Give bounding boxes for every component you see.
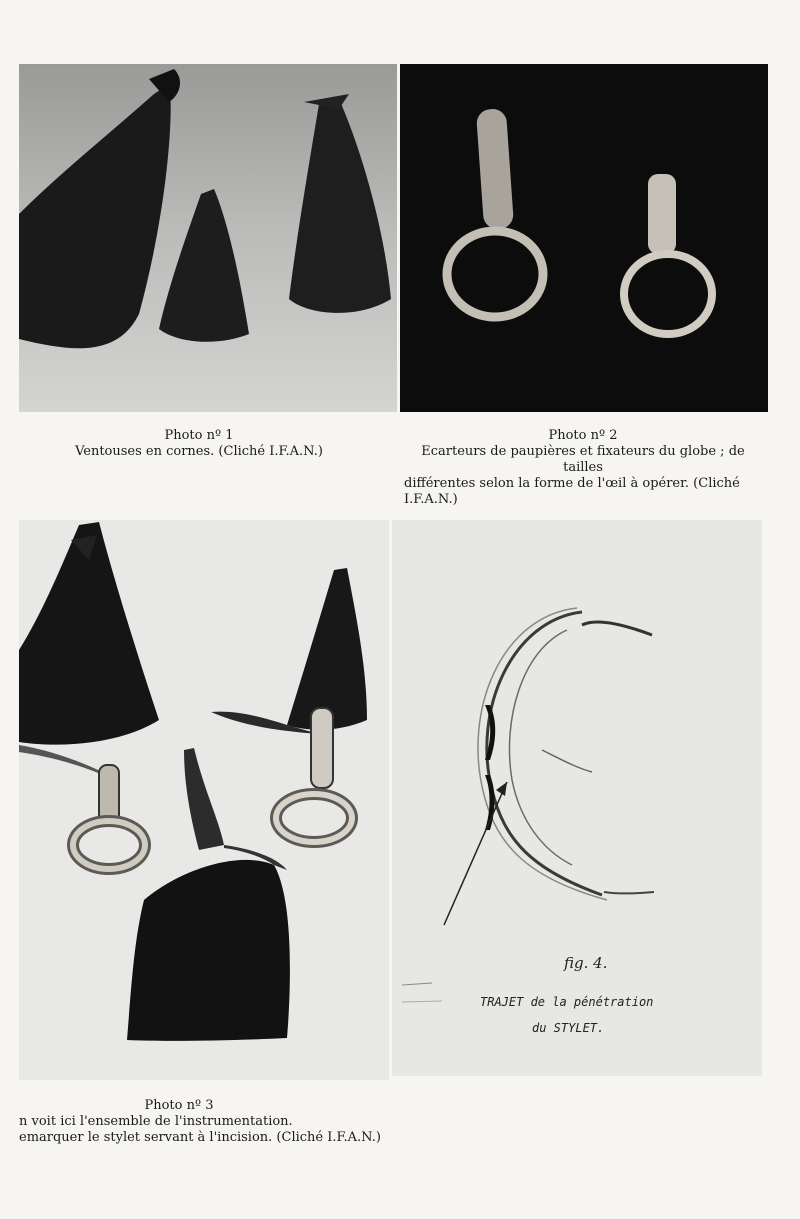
figure-4-note-line-2: du STYLET. — [532, 1021, 605, 1035]
photo-1-description: Ventouses en cornes. (Cliché I.F.A.N.) — [75, 444, 323, 459]
photo-2-description-line-3: I.F.A.N.) — [404, 492, 458, 507]
photo-3-caption — [19, 1098, 419, 1146]
photo-2-eyelid-retractors — [400, 64, 768, 412]
figure-4-label: fig. 4. — [564, 954, 608, 972]
photo-2-caption — [404, 428, 762, 508]
photo-1-caption — [19, 428, 379, 460]
figure-4-stylet-sketch — [392, 520, 762, 1076]
photo-1-cupping-horns — [19, 64, 397, 412]
photo-3-title: Photo nº 3 — [144, 1098, 214, 1113]
figure-4-note-line-1: TRAJET de la pénétration — [480, 995, 654, 1009]
photo-3-instrument-set — [19, 520, 389, 1080]
photo-1-title: Photo nº 1 — [164, 428, 234, 443]
photo-2-description-line-2: différentes selon la forme de l'œil à opérer. (Cliché — [404, 476, 740, 491]
photo-2-title: Photo nº 2 — [548, 428, 618, 443]
photo-2-description-line-1: Ecarteurs de paupières et fixateurs du globe ; de tailles — [421, 444, 745, 475]
photo-3-description-line-1: n voit ici l'ensemble de l'instrumentation. — [19, 1114, 293, 1129]
photo-3-description-line-2: emarquer le stylet servant à l'incision. (Cliché I.F.A.N.) — [19, 1130, 381, 1145]
